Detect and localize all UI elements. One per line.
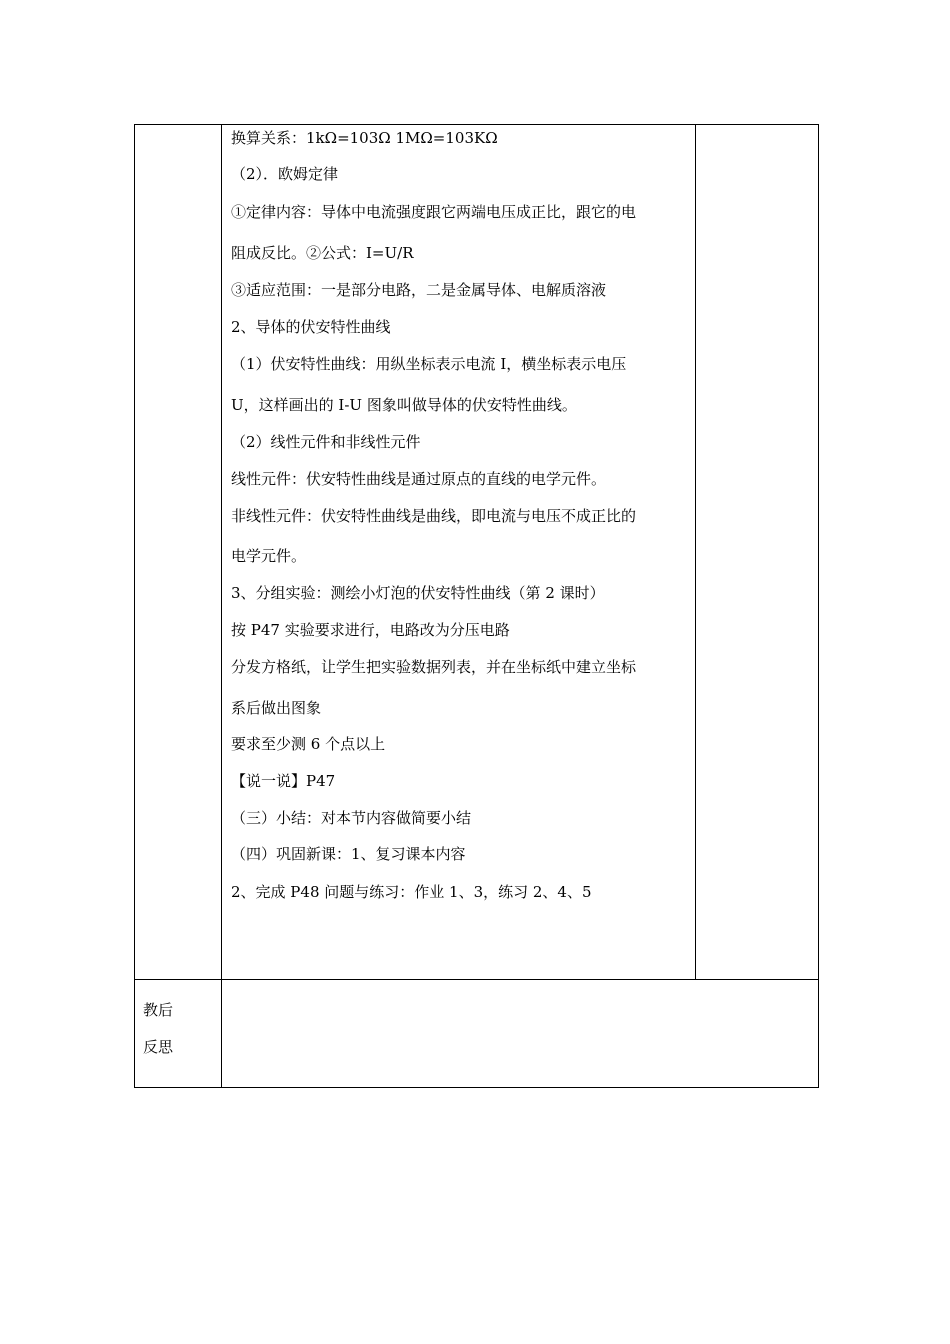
content-line: ①定律内容：导体中电流强度跟它两端电压成正比，跟它的电	[231, 203, 637, 221]
row-divider	[134, 979, 819, 980]
content-line: ③适应范围：一是部分电路，二是金属导体、电解质溶液	[231, 281, 607, 299]
content-line: 要求至少测 6 个点以上	[231, 735, 386, 753]
content-line: 2、完成 P48 问题与练习：作业 1、3，练习 2、4、5	[231, 883, 592, 901]
content-line: （四）巩固新课：1、复习课本内容	[231, 845, 466, 863]
content-line: （1）伏安特性曲线：用纵坐标表示电流 I，横坐标表示电压	[231, 355, 627, 373]
content-line: 换算关系：1kΩ=103Ω 1MΩ=103KΩ	[231, 129, 498, 147]
content-line: 2、导体的伏安特性曲线	[231, 318, 391, 336]
content-line: （2）．欧姆定律	[231, 165, 339, 183]
content-line: 线性元件：伏安特性曲线是通过原点的直线的电学元件。	[231, 470, 607, 488]
content-line: （2）线性元件和非线性元件	[231, 433, 421, 451]
content-line: 3、分组实验：测绘小灯泡的伏安特性曲线（第 2 课时）	[231, 584, 605, 602]
content-line: 按 P47 实验要求进行，电路改为分压电路	[231, 621, 510, 639]
reflection-label-line2: 反思	[143, 1038, 174, 1056]
content-line: 分发方格纸，让学生把实验数据列表，并在坐标纸中建立坐标	[231, 658, 637, 676]
content-line: 【说一说】P47	[231, 772, 336, 790]
content-line: 系后做出图象	[231, 699, 322, 717]
content-line: 非线性元件：伏安特性曲线是曲线，即电流与电压不成正比的	[231, 507, 637, 525]
content-line: U，这样画出的 I-U 图象叫做导体的伏安特性曲线。	[231, 396, 577, 414]
column-divider-left	[221, 124, 222, 1088]
content-line: 电学元件。	[231, 547, 307, 565]
content-line: 阻成反比。②公式：I=U/R	[231, 244, 414, 262]
column-divider-right	[695, 124, 696, 979]
lesson-table	[134, 124, 819, 1088]
content-line: （三）小结：对本节内容做简要小结	[231, 809, 472, 827]
reflection-label-line1: 教后	[143, 1001, 174, 1019]
